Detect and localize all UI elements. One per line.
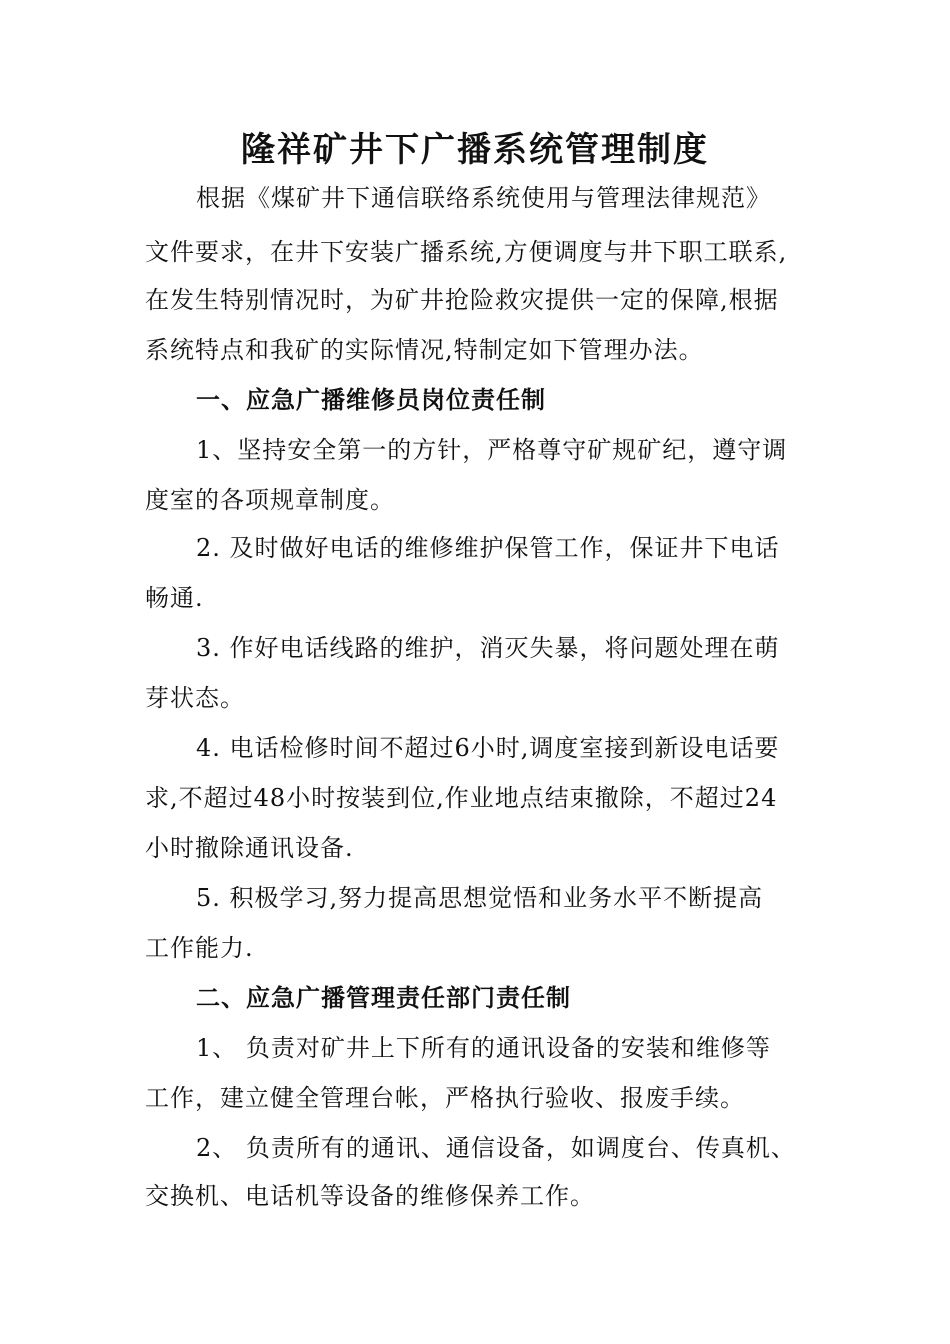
- paragraph-line: 3. 作好电话线路的维护，消灭失暴，将问题处理在萌: [196, 634, 780, 662]
- paragraph-line: 工作能力.: [145, 934, 254, 962]
- paragraph-line: 根据《煤矿井下通信联络系统使用与管理法律规范》: [196, 184, 771, 212]
- paragraph-line: 文件要求，在井下安装广播系统,方便调度与井下职工联系,: [145, 238, 788, 266]
- paragraph-line: 芽状态。: [145, 684, 245, 712]
- paragraph-line: 1、坚持安全第一的方针，严格尊守矿规矿纪，遵守调: [196, 436, 788, 464]
- paragraph-line: 工作，建立健全管理台帐，严格执行验收、报废手续。: [145, 1084, 745, 1112]
- paragraph-line: 2. 及时做好电话的维修维护保管工作，保证井下电话: [196, 534, 780, 562]
- paragraph-line: 系统特点和我矿的实际情况,特制定如下管理办法。: [145, 336, 704, 364]
- paragraph-line: 4. 电话检修时间不超过6小时,调度室接到新设电话要: [196, 734, 780, 762]
- paragraph-line: 在发生特别情况时，为矿井抢险救灾提供一定的保障,根据: [145, 286, 779, 314]
- document-title: 隆祥矿井下广播系统管理制度: [241, 130, 709, 170]
- paragraph-line: 5. 积极学习,努力提高思想觉悟和业务水平不断提高: [196, 884, 764, 912]
- paragraph-line: 小时撤除通讯设备.: [145, 834, 354, 862]
- section-heading: 一、应急广播维修员岗位责任制: [196, 385, 546, 414]
- paragraph-line: 求,不超过48小时按装到位,作业地点结束撤除，不超过24: [145, 784, 778, 812]
- paragraph-line: 畅通.: [145, 584, 204, 612]
- paragraph-line: 2、 负责所有的通讯、通信设备，如调度台、传真机、: [196, 1134, 796, 1162]
- paragraph-line: 1、 负责对矿井上下所有的通讯设备的安装和维修等: [196, 1034, 771, 1062]
- section-heading: 二、应急广播管理责任部门责任制: [196, 983, 571, 1012]
- paragraph-line: 度室的各项规章制度。: [145, 486, 395, 514]
- paragraph-line: 交换机、电话机等设备的维修保养工作。: [145, 1182, 595, 1210]
